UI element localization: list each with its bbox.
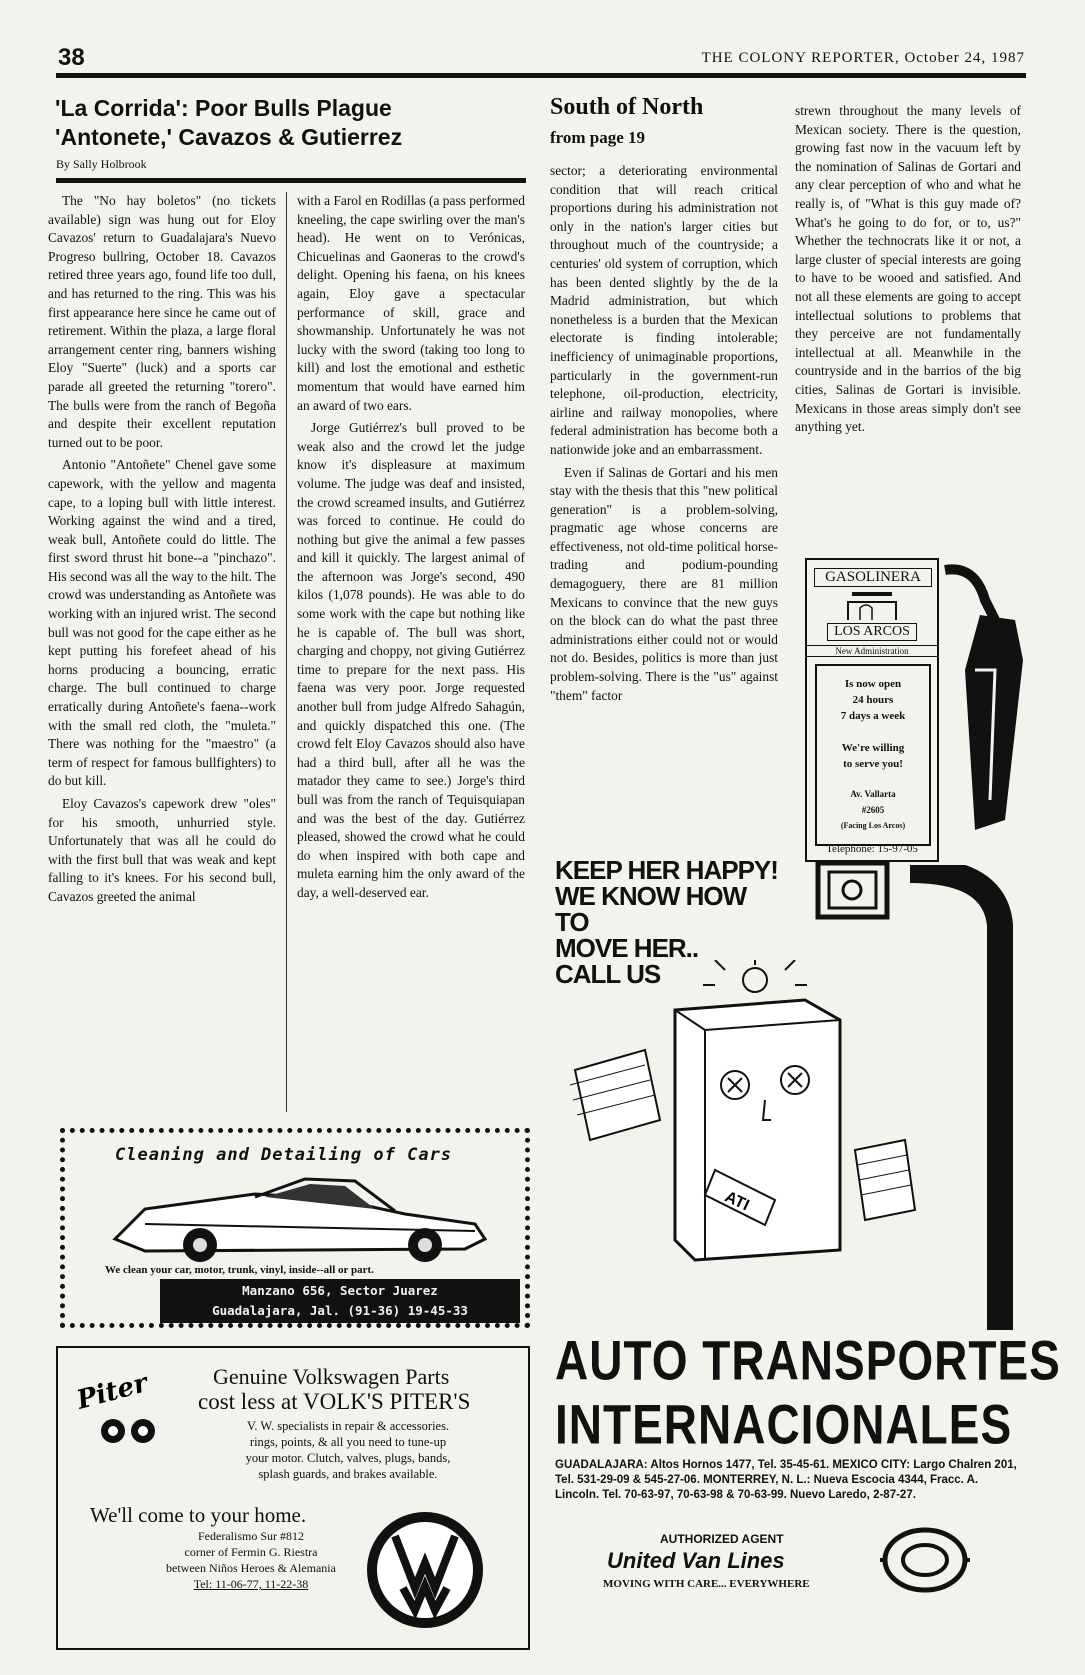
volks-address (126, 1528, 376, 1592)
gas-addr-1: Av. Vallarta (850, 789, 896, 799)
gas-name: LOS ARCOS (827, 623, 917, 641)
gas-admin: New Administration (807, 645, 937, 657)
gas-serve-1: We're willing (841, 742, 905, 754)
headline-line-2: 'Antonete,' Cavazos & Gutierrez (55, 124, 403, 150)
gas-addr-2: #2605 (861, 805, 885, 815)
gas-open-1: Is now open (844, 678, 902, 690)
gas-station-icon (842, 590, 902, 622)
slogan-line-3: MOVE HER.. (555, 933, 699, 963)
moving-box-illustration (565, 960, 935, 1290)
moving-tagline: MOVING WITH CARE... EVERYWHERE (603, 1578, 810, 1590)
volks-body-2: rings, points, & all you need to tune-up (249, 1435, 447, 1449)
safe-icon (815, 860, 890, 920)
volks-addr-3: between Niños Heroes & Alemania (166, 1561, 336, 1575)
address-line-1: Manzano 656, Sector Juarez (242, 1283, 438, 1298)
fuel-nozzle-illustration (935, 560, 1030, 840)
top-rule (56, 73, 1026, 78)
company-name-line-1: AUTO TRANSPORTES (555, 1329, 1061, 1392)
south-of-north-subhead: from page 19 (550, 128, 646, 147)
united-van-lines: United Van Lines (607, 1548, 785, 1573)
byline: By Sally Holbrook (56, 157, 147, 171)
byline-rule (56, 178, 526, 183)
company-addresses: GUADALAJARA: Altos Hornos 1477, Tel. 35-45-61. MEXICO CITY: Largo Chalren 201, Tel. 531-29-09 & 545-27-06. MONTERREY, N. L.: Nueva Escocia 4344, Fracc. A. Lincoln. Tel. 70-63-97, 70-63-98 & 70-63-99. Nuevo Laredo, 2-87-27. (555, 1459, 1017, 1501)
volks-piter-ad (56, 1346, 530, 1650)
article-column-2 (297, 192, 525, 907)
article-headline (55, 94, 525, 152)
gas-serve-2: to serve you! (843, 758, 903, 770)
volks-addr-1: Federalismo Sur #812 (198, 1529, 304, 1543)
sports-car-illustration (105, 1169, 495, 1264)
volks-addr-2: corner of Fermin G. Riestra (184, 1545, 318, 1559)
cleaning-ad-title: Cleaning and Detailing of Cars (115, 1145, 453, 1165)
page-number: 38 (58, 44, 85, 71)
gas-open-3: 7 days a week (840, 710, 906, 722)
south-of-north-headline: South of North (550, 94, 704, 120)
company-name-line-2: INTERNACIONALES (555, 1393, 1013, 1456)
logo-text: Piter (73, 1368, 151, 1416)
paragraph: sector; a deteriorating environmental condition that will reach critical proportions during his administration not only in the nation's larger cities but throughout much of the countryside; a centuries' old system of corruption, which has been dented slightly by the de la Madrid administration, but which nonetheless is a burden that the Mexican electorate is finding intolerable; inefficiency of unimaginable proportions, particularly in the government-run telephone, oil-production, electricity, airline and railway monopolies, where federal administration has become both a nationwide joke and an embarrassment. (550, 163, 778, 457)
headline-line-1: 'La Corrida': Poor Bulls Plague (55, 95, 392, 121)
article-column-3 (550, 162, 778, 709)
slogan-line-2: WE KNOW HOW TO (555, 881, 747, 937)
paragraph: strewn throughout the many levels of Mexican society. There is the question, growing fast now in the vacuum left by the nomination of Salinas de Gortari and any clear perception of who and what he really is, of "What is this guy made of? What's he going to do for, or to, us?" Whether the technocrats like it or not, a large cluster of special interests are going to have to be wooed and satisfied. And not all these elements are going to accept intellectual solutions to problems that they perceive are not fundamentally intellectual at all. Meanwhile in the countryside and in the barrios of the big cities, Salinas de Gortari is invisible. Mexicans in those areas simply don't see anything yet. (795, 103, 1021, 435)
address-line-2: Guadalajara, Jal. (91-36) 19-45-33 (212, 1303, 468, 1318)
volks-come-home: We'll come to your home. (90, 1503, 307, 1527)
authorized-agent: AUTHORIZED AGENT (660, 1532, 784, 1546)
slogan-line-4: CALL US (555, 959, 661, 989)
volks-body-1: V. W. specialists in repair & accessories. (246, 1419, 450, 1433)
paragraph: with a Farol en Rodillas (a pass performed kneeling, the cape swirling over the man's head). He went on to Verónicas, Chicuelinas and Gaoneras to the crowd's delight. Opening his faena, on his knees again, Eloy gave a spectacular performance of skill, grace and showmanship. Unfortunately he was not lucky with the sword (taking too long to kill) and lost the emotional and esthetic momentum that would have earned him an award of two ears. (297, 193, 525, 413)
volks-body-3: your motor. Clutch, valves, plugs, bands, (245, 1451, 451, 1465)
masthead: THE COLONY REPORTER, October 24, 1987 (701, 50, 1025, 66)
cleaning-ad-address (160, 1279, 520, 1323)
paragraph: Eloy Cavazos's capework drew "oles" for his smooth, unhurried style. Unfortunately that was all he could do with the first bull that was weak and kept falling to it's knees. For his second bull, Cavazos greeted the animal (48, 796, 276, 904)
gas-telephone: Telephone: 15-97-05 (826, 843, 918, 855)
gas-open-2: 24 hours (852, 694, 894, 706)
paragraph: Jorge Gutiérrez's bull proved to be weak also and the crowd let the judge know it's displeasure at maximum volume. The judge was deaf and insisted, the crowd screamed insults, and Gutiérrez was forced to continue. He could do nothing but give the animal a few passes and kill it quickly. The largest animal of the afternoon was Jorge's second, 490 kilos (1,078 pounds). He was able to do some work with the cape but nothing like he is capable of. The bull was short, charging and choppy, not giving Gutiérrez time to prepare for the next pass. His faena was very poor. Jorge requested another bull from judge Alfredo Sahagún, and quickly dispatched this one. (The crowd felt Eloy Cavazos should also have had a third bull, after all he was the matador they came to see.) Jorge's third bull was from the ranch of Tequisquiapan and was the best of the day. Gutiérrez pleased, showed the crowd what he could do when inspired with both cape and muleta earning him the only award of the day, a well-deserved ear. (297, 420, 525, 900)
gas-addr-3: (Facing Los Arcos) (840, 821, 906, 830)
slogan-line-1: KEEP HER HAPPY! (555, 855, 778, 885)
volks-tel: Tel: 11-06-77, 11-22-38 (193, 1577, 309, 1591)
article-column-4 (795, 102, 1021, 441)
box-label: ATI (722, 1188, 752, 1215)
paragraph: Antonio "Antoñete" Chenel gave some capework, with the yellow and magenta cape, to a loping bull with little interest. Working against the wind and a tired, weak bull, Antoñete could do little. The first sword thrust hit bone--a "pinchazo". His second was all the way to the hilt. The crowd was understanding as Antoñete was working with an injured wrist. The second bull was not good for the cape either as he kept putting his forefeet ahead of his horns producing a bouncing, erratic charge. The bull continued to charge erratically during Antoñete's faena--work with the small red cloth, the "muleta." There was nothing for the "maestro" (a term of respect for famous bullfighters) to do but kill. (48, 457, 276, 789)
gas-info-box (815, 664, 931, 846)
cleaning-ad (60, 1128, 530, 1328)
vw-logo (363, 1508, 488, 1633)
gas-title: GASOLINERA (814, 568, 932, 587)
article-column-1 (48, 192, 276, 911)
volks-body (188, 1418, 508, 1482)
volks-line-1: Genuine Volkswagen Parts (213, 1364, 450, 1389)
paragraph: Even if Salinas de Gortari and his men stay with the thesis that this "new political generation" is a problem-solving, pragmatic age whose concerns are effectiveness, not old-time political horse-trading and podium-pounding demagoguery, there are 81 million Mexicans to convince that the new guys on the block can do what the past three administrations either could not or would not do. Besides, politics is more than just problem-solving. There is the "us" against "them" factor (550, 464, 778, 703)
column-divider (286, 192, 287, 1112)
paragraph: The "No hay boletos" (no tickets available) sign was hung out for Eloy Cavazos' return to Guadalajara's Nuevo Progreso bullring, October 18. Cavazos retired three years ago, found life too dull, and has returned to the ring. This was his first appearance here since he came out of retirement. Within the plaza, a large floral arrangement center ring, banners wishing Eloy "Suerte" (luck) and a sports car parade all greeted the returning "torero". The bulls were from the ranch of Begoña and despite their excellent reputation turned out to be poor. (48, 193, 276, 450)
united-logo (880, 1525, 970, 1595)
volks-body-4: splash guards, and brakes available. (258, 1467, 438, 1481)
cleaning-ad-caption: We clean your car, motor, trunk, vinyl, inside--all or part. (105, 1264, 374, 1276)
gasolinera-ad (805, 558, 939, 862)
volks-line-2: cost less at VOLK'S PITER'S (198, 1389, 471, 1414)
volks-piter-logo (68, 1356, 188, 1451)
